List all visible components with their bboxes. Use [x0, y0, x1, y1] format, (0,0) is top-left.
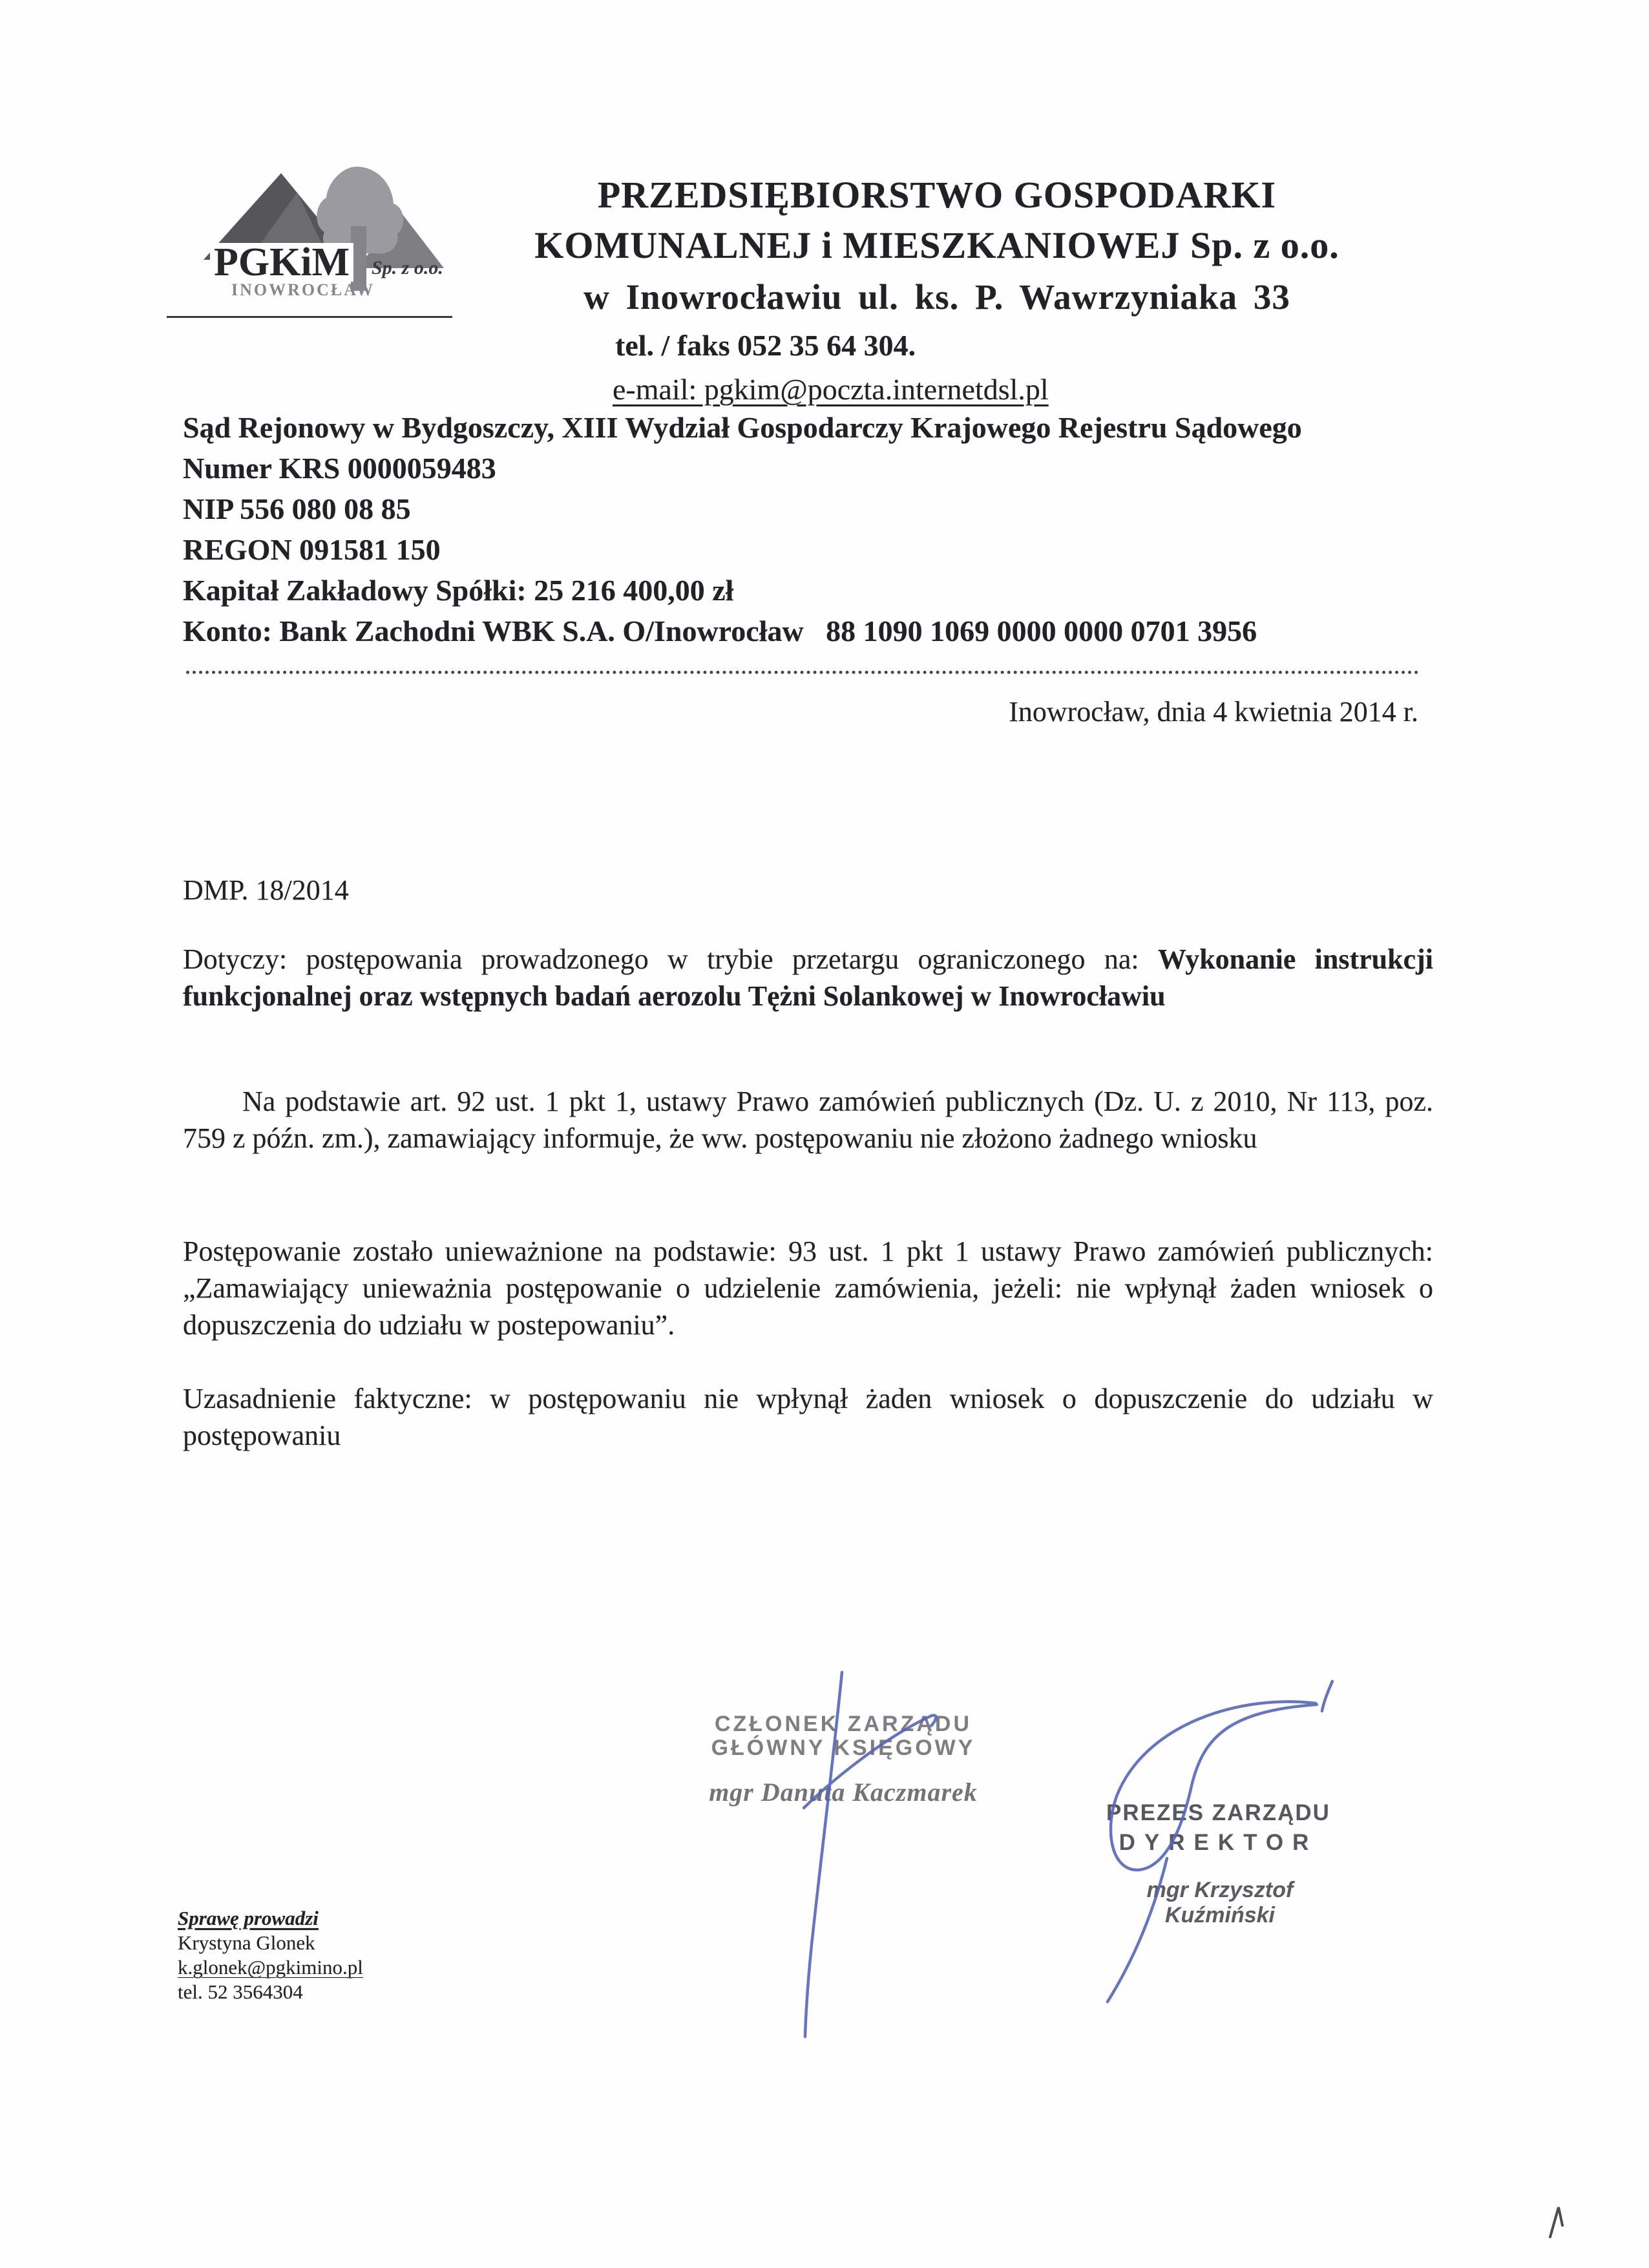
subject-prefix: Dotyczy: postępowania prowadzonego w trybie przetargu ograniczonego na:	[183, 943, 1158, 975]
right-stamp-name: mgr Krzysztof Kuźmiński	[1146, 1878, 1294, 1927]
right-stamp-role2: DYREKTOR	[1119, 1830, 1318, 1855]
letterhead-address-line: w Inowrocławiu ul. ks. P. Wawrzyniaka 33	[583, 277, 1290, 317]
left-stamp-role2: GŁÓWNY KSIĘGOWY	[711, 1736, 976, 1760]
registry-regon-line: REGON 091581 150	[183, 533, 441, 566]
registry-capital-line: Kapitał Zakładowy Spółki: 25 216 400,00 zł	[183, 574, 734, 607]
dotted-separator	[186, 671, 1419, 674]
right-stamp-role1: PREZES ZARZĄDU	[1106, 1800, 1330, 1825]
logo-city: INOWROCŁAW	[231, 280, 375, 299]
company-logo	[165, 162, 456, 320]
right-signature-tick	[1322, 1681, 1332, 1711]
footer-contact-email: k.glonek@pgkimino.pl	[178, 1956, 363, 1979]
reference-number: DMP. 18/2014	[183, 874, 349, 906]
registry-court-line: Sąd Rejonowy w Bydgoszczy, XIII Wydział Gospodarczy Krajowego Rejestru Sądowego	[183, 411, 1302, 444]
footer-contact-phone: tel. 52 3564304	[178, 1980, 303, 2003]
page-number-mark	[1550, 2207, 1562, 2237]
footer-label: Sprawę prowadzi	[178, 1907, 319, 1929]
registry-details-block	[183, 407, 1436, 651]
body-paragraph-annulment: Postępowanie zostało unieważnione na podstawie: 93 ust. 1 pkt 1 ustawy Prawo zamówień publicznych: „Zamawiający unieważnia postępowanie o udzielenie zamówienia, jeżeli: nie wpłynął żaden wniosek o dopuszczenia do udziału w postepowaniu”.	[183, 1235, 1433, 1341]
letterhead-email: e-mail: pgkim@poczta.internetdsl.pl	[613, 373, 1049, 406]
subject-paragraph	[183, 941, 1433, 1014]
left-stamp-name: mgr Danuta Kaczmarek	[709, 1778, 978, 1807]
logo-acronym: PGKiM	[214, 240, 350, 284]
footer-contact-name: Krystyna Glonek	[178, 1931, 315, 1954]
registry-account-line: Konto: Bank Zachodni WBK S.A. O/Inowrocław 88 1090 1069 0000 0000 0701 3956	[183, 614, 1257, 647]
letterhead-company-name-line1: PRZEDSIĘBIORSTWO GOSPODARKI	[597, 174, 1277, 216]
registry-krs-line: Numer KRS 0000059483	[183, 452, 496, 485]
right-signature-stamp	[1097, 1800, 1339, 1856]
registry-nip-line: NIP 556 080 08 85	[183, 492, 411, 525]
logo-underline-rule	[167, 316, 452, 318]
date-line: Inowrocław, dnia 4 kwietnia 2014 r.	[1009, 696, 1418, 728]
logo-suffix: Sp. z o.o.	[372, 257, 443, 278]
left-stamp-role1: CZŁONEK ZARZĄDU	[714, 1712, 972, 1736]
body-paragraph-justification: Uzasadnienie faktyczne: w postępowaniu nie wpłynął żaden wniosek o dopuszczenie do udziału w postępowaniu	[183, 1383, 1433, 1451]
letterhead-company-name-line2: KOMUNALNEJ i MIESZKANIOWEJ Sp. z o.o.	[534, 224, 1339, 266]
subject-bold-title: Wykonanie instrukcji funkcjonalnej oraz wstępnych badań aerozolu Tężni Solankowej w Inowrocławiu	[183, 943, 1433, 1012]
left-signature-stamp	[701, 1712, 985, 1807]
letterhead-phone: tel. / faks 052 35 64 304.	[615, 329, 916, 362]
body-paragraph-legal-basis: Na podstawie art. 92 ust. 1 pkt 1, ustawy Prawo zamówień publicznych (Dz. U. z 2010, Nr 113, poz. 759 z późn. zm.), zamawiający informuje, że ww. postępowaniu nie złożono żadnego wniosku	[183, 1086, 1433, 1154]
footer-contact-block	[178, 1906, 363, 2004]
